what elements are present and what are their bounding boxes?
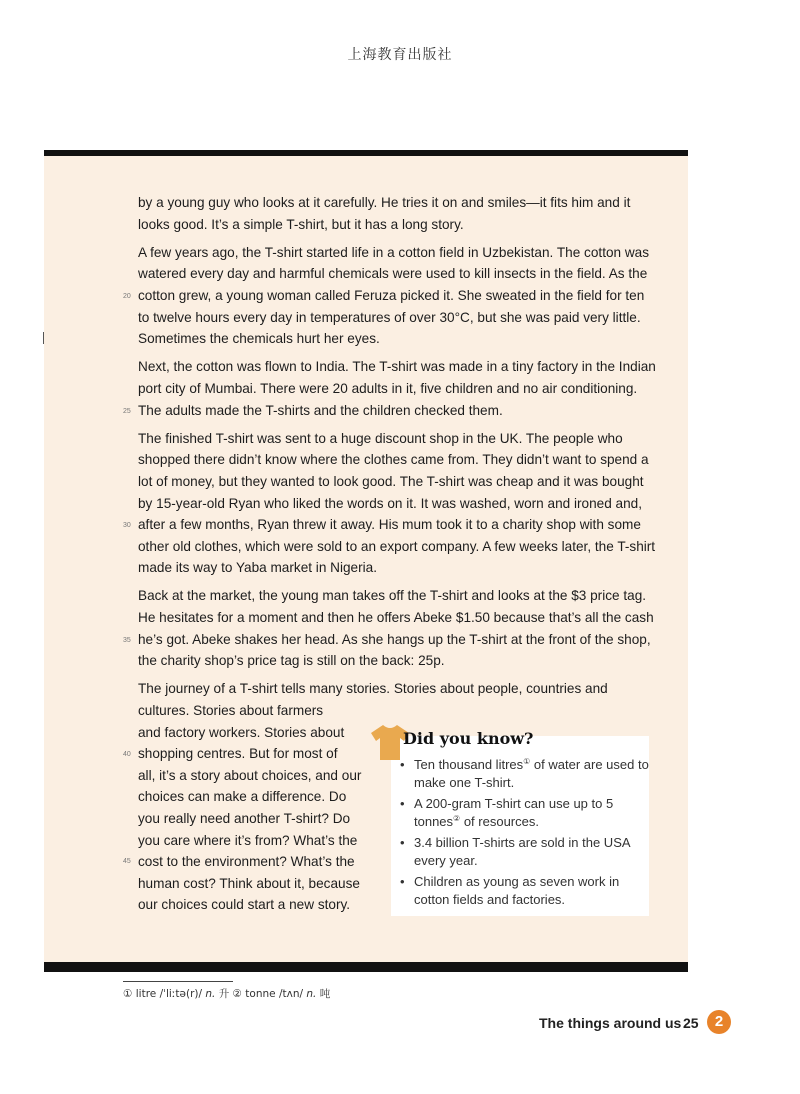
line-number: 25	[123, 408, 131, 415]
footnote-marker: ②	[453, 813, 461, 823]
unit-title: The things around us	[539, 1015, 682, 1031]
text-line: all, it’s a story about choices, and our	[138, 767, 362, 783]
part-of-speech: n.	[306, 988, 317, 1000]
text-line: choices can make a difference. Do	[138, 789, 347, 805]
fact-text: A 200-gram T-shirt can use up to 5 tonnes	[414, 796, 614, 829]
text-line: cultures. Stories about farmers	[138, 703, 324, 719]
part-of-speech: n.	[205, 988, 216, 1000]
margin-mark	[43, 332, 44, 344]
text-line: you care where it’s from? What’s the	[138, 832, 358, 848]
text-line: you really need another T-shirt? Do	[138, 811, 351, 826]
text-line: he’s got. Abeke shakes her head. As she hangs up the T-shirt at the front of the shop,	[138, 631, 651, 647]
line-number: 40	[123, 751, 131, 758]
translation: 升	[215, 988, 233, 1000]
footnote-entry: litre /ˈliːtə(r)/	[132, 988, 206, 1000]
line-number: 20	[123, 293, 131, 300]
footnote-marker: ①	[523, 757, 531, 766]
text-line: to twelve hours every day in temperatures of over 30°C, but she was paid very little.	[138, 309, 641, 325]
footnote-entry: tonne /tʌn/	[241, 988, 307, 1000]
text-line: other old clothes, which were sold to an export company. A few weeks later, the T-shirt	[138, 538, 656, 554]
text-line: shopped there didn’t know where the clothes came from. They didn’t want to spend a	[138, 452, 649, 468]
did-you-know-title: Did you know?	[403, 729, 534, 748]
text-line: The journey of a T-shirt tells many stories. Stories about people, countries and	[138, 681, 608, 697]
line-number: 45	[123, 858, 131, 865]
text-line: by a young guy who looks at it carefully. He tries it on and smiles—it fits him and it	[138, 195, 631, 210]
footnote-marker: ②	[232, 988, 242, 1000]
text-line: made its way to Yaba market in Nigeria.	[138, 560, 378, 576]
fact-text: of resources.	[460, 813, 539, 829]
bullet: •	[400, 796, 405, 811]
fact-text: Children as young as seven work in cotton fields and factories.	[414, 874, 620, 907]
text-line: cost to the environment? What’s the	[138, 854, 355, 870]
paragraph	[138, 428, 658, 579]
page-number: 25	[683, 1015, 699, 1031]
text-line: shopping centres. But for most of	[138, 746, 338, 762]
text-line: cotton grew, a young woman called Feruza picked it. She sweated in the field for ten	[138, 287, 645, 303]
text-line: lot of money, but they wanted to look good. The T-shirt was cheap and it was bought	[138, 473, 644, 489]
text-line: after a few months, Ryan threw it away. His mum took it to a charity shop with some	[138, 517, 641, 533]
text-line: looks good. It’s a simple T-shirt, but it has a long story.	[138, 216, 464, 232]
fact-text: 3.4 billion T-shirts are sold in the USA every year.	[414, 835, 630, 868]
paragraph	[138, 585, 658, 671]
footnote-marker: ①	[123, 988, 133, 1000]
text-line: by 15-year-old Ryan who liked the words on it. It was washed, worn and ironed and,	[138, 495, 642, 511]
translation: 吨	[316, 988, 331, 1000]
text-line: the charity shop’s price tag is still on the back: 25p.	[138, 653, 445, 669]
fact-item	[400, 873, 650, 908]
text-line: our choices could start a new story.	[138, 897, 351, 913]
text-line: and factory workers. Stories about	[138, 724, 345, 740]
line-number: 30	[123, 522, 131, 529]
bullet: •	[400, 835, 405, 850]
text-line: The finished T-shirt was sent to a huge discount shop in the UK. The people who	[138, 430, 623, 446]
text-line: Back at the market, the young man takes off the T-shirt and looks at the $3 price tag.	[138, 588, 647, 604]
bullet: •	[400, 874, 405, 889]
paragraph	[138, 356, 658, 421]
text-line: Sometimes the chemicals hurt her eyes.	[138, 331, 380, 347]
text-line: watered every day and harmful chemicals were used to kill insects in the field. As the	[138, 266, 648, 282]
unit-number-badge: 2	[707, 1010, 731, 1034]
fact-item	[400, 834, 650, 869]
did-you-know-list	[400, 756, 650, 912]
fact-item	[400, 795, 650, 830]
line-number: 35	[123, 637, 131, 644]
text-line: human cost? Think about it, because	[138, 875, 360, 891]
bullet: •	[400, 757, 405, 772]
fact-text: Ten thousand litres	[414, 757, 524, 772]
paragraph	[138, 242, 658, 350]
publisher-header: 上海教育出版社	[347, 47, 453, 63]
footnote	[123, 986, 330, 1001]
text-line: The adults made the T-shirts and the children checked them.	[138, 402, 503, 418]
paragraph	[138, 192, 658, 235]
text-line: port city of Mumbai. There were 20 adults in it, five children and no air conditioning.	[138, 380, 638, 396]
text-line: A few years ago, the T-shirt started life in a cotton field in Uzbekistan. The cotton was	[138, 244, 650, 260]
fact-item	[400, 756, 650, 791]
text-line: Next, the cotton was flown to India. The T-shirt was made in a tiny factory in the Indian	[138, 359, 656, 375]
fact-text: of water are used to make one T-shirt.	[414, 757, 649, 790]
text-line: He hesitates for a moment and then he offers Abeke $1.50 because that’s all the cash	[138, 610, 654, 626]
footnote-rule	[123, 981, 233, 982]
